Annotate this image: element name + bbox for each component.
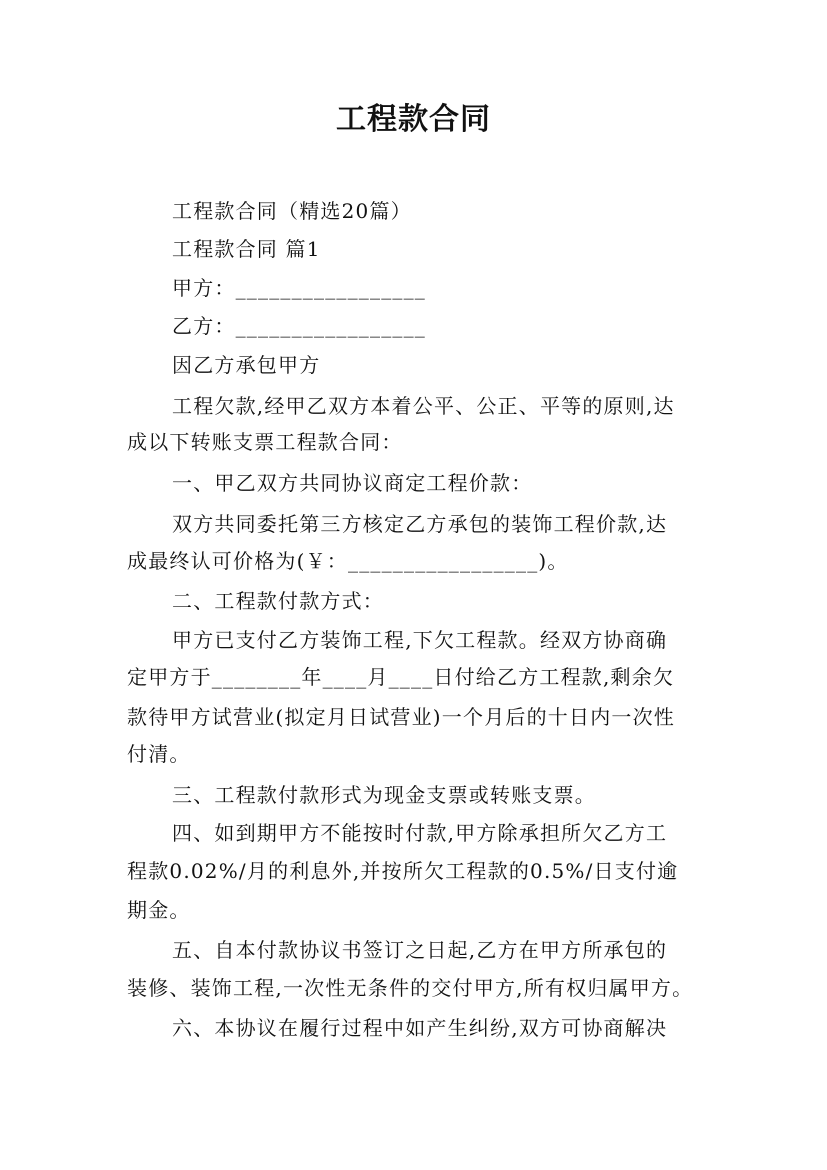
document-title: 工程款合同 bbox=[336, 102, 491, 137]
clause-4: 四、如到期甲方不能按时付款,甲方除承担所欠乙方工 bbox=[172, 821, 668, 845]
doc-line-12: 甲方已支付乙方装饰工程,下欠工程款。经双方协商确 bbox=[172, 628, 668, 652]
clause-3: 三、工程款付款形式为现金支票或转账支票。 bbox=[172, 783, 596, 807]
doc-line-5: 因乙方承包甲方 bbox=[172, 353, 321, 377]
doc-line-21: 装修、装饰工程,一次性无条件的交付甲方,所有权归属甲方。 bbox=[127, 976, 694, 1000]
doc-line-6: 工程欠款,经甲乙双方本着公平、公正、平等的原则,达 bbox=[172, 394, 675, 418]
doc-line-10: 成最终认可价格为(￥：_________________)。 bbox=[127, 549, 569, 573]
clause-5: 五、自本付款协议书签订之日起,乙方在甲方所承包的 bbox=[172, 938, 668, 962]
doc-line-2: 工程款合同 篇1 bbox=[172, 237, 321, 261]
party-b-line: 乙方：_________________ bbox=[172, 314, 426, 338]
doc-line-13: 定甲方于________年____月____日付给乙方工程款,剩余欠 bbox=[127, 665, 675, 689]
doc-line-7: 成以下转账支票工程款合同： bbox=[127, 430, 403, 454]
doc-line-14: 款待甲方试营业(拟定月日试营业)一个月后的十日内一次性 bbox=[127, 705, 676, 729]
doc-line-1: 工程款合同（精选20篇） bbox=[172, 199, 412, 223]
doc-line-19: 期金。 bbox=[127, 898, 191, 922]
clause-6: 六、本协议在履行过程中如产生纠纷,双方可协商解决 bbox=[172, 1016, 668, 1040]
doc-line-15: 付清。 bbox=[127, 742, 191, 766]
clause-2-heading: 二、工程款付款方式： bbox=[172, 589, 384, 613]
party-a-line: 甲方：_________________ bbox=[172, 276, 426, 300]
doc-line-9: 双方共同委托第三方核定乙方承包的装饰工程价款,达 bbox=[172, 512, 668, 536]
clause-1-heading: 一、甲乙双方共同协议商定工程价款： bbox=[172, 471, 533, 495]
doc-line-18: 程款0.02%/月的利息外,并按所欠工程款的0.5%/日支付逾 bbox=[127, 859, 679, 883]
